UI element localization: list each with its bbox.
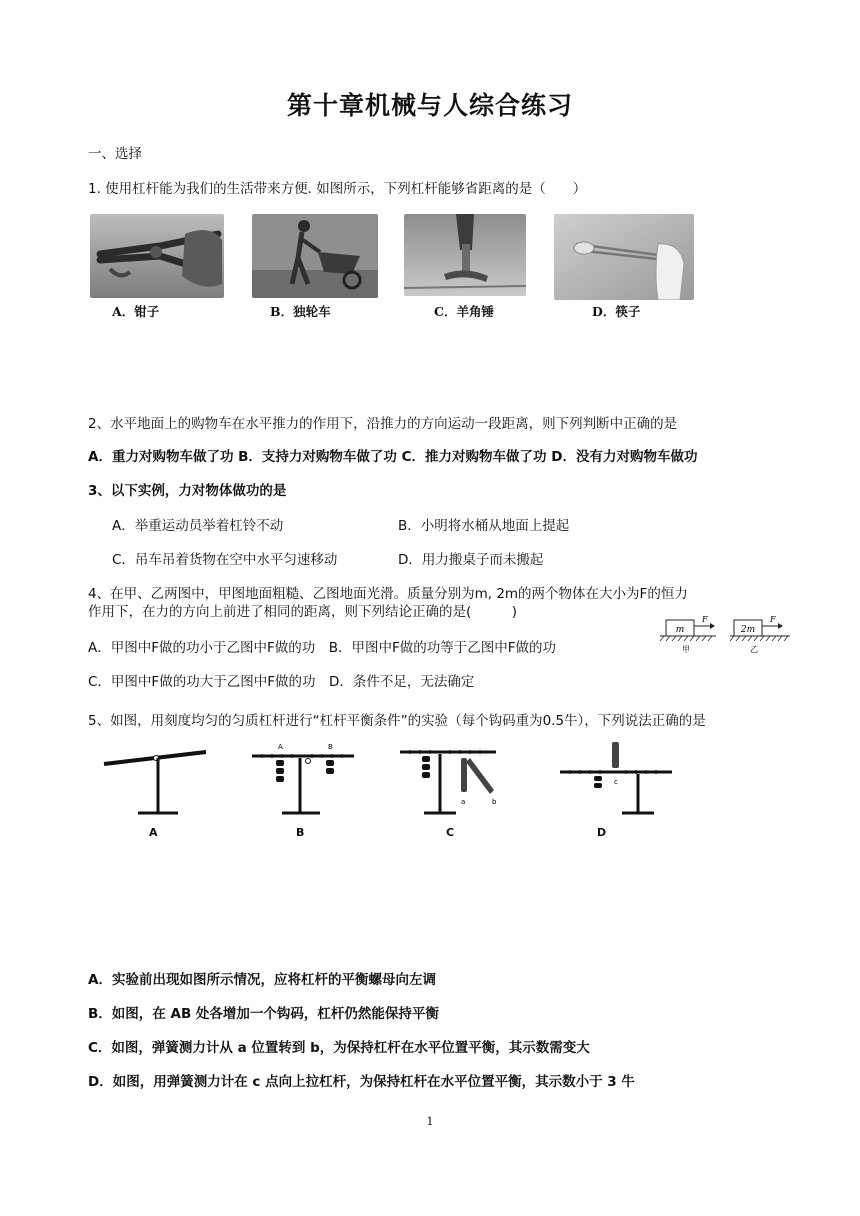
caption-wheelbarrow: B．独轮车 (270, 304, 331, 319)
question-5-text: 5、如图，用刻度均匀的匀质杠杆进行“杠杆平衡条件”的实验（每个钩码重为0.5牛），下列说法正确的是 (88, 713, 706, 729)
lever-label-a: A (149, 826, 158, 839)
question-3-option-c: C．吊车吊着货物在空中水平匀速移动 (112, 552, 338, 568)
caption-pliers: A．钳子 (112, 304, 160, 319)
label-yi: 乙 (750, 645, 758, 654)
point-label-d-c: c (614, 778, 618, 786)
lever-label-c: C (446, 826, 455, 839)
question-3-option-d: D．用力搬桌子而未搬起 (398, 552, 544, 568)
force-label-yi: F (770, 615, 776, 624)
question-3-option-b: B．小明将水桶从地面上提起 (398, 518, 570, 534)
point-label-c-a: a (461, 798, 466, 806)
question-2-options: A．重力对购物车做了功 B．支持力对购物车做了功 C．推力对购物车做了功 D．没有力对购物车做功 (88, 449, 698, 465)
block-m-label: m (675, 625, 685, 635)
point-label-a: A (278, 743, 283, 751)
lever-figure-c (398, 740, 508, 816)
wheelbarrow-photo (252, 214, 378, 298)
question-4-text-line2: 作用下，在力的方向上前进了相同的距离，则下列结论正确的是( ) (88, 604, 518, 620)
block-2m-label: 2m (740, 625, 756, 635)
question-4-options-ab: A．甲图中F做的功小于乙图中F做的功 B．甲图中F做的功等于乙图中F做的功 (88, 640, 557, 656)
lever-label-d: D (597, 826, 607, 839)
lever-figure-a (100, 740, 210, 816)
caption-chopsticks: D．筷子 (592, 304, 641, 319)
question-4-text-line1: 4、在甲、乙两图中，甲图地面粗糙、乙图地面光滑。质量分别为m, 2m的两个物体在大小为F的恒力 (88, 586, 688, 602)
question-5-option-a: A．实验前出现如图所示情况，应将杠杆的平衡螺母向左调 (88, 972, 436, 988)
point-label-b: B (328, 743, 333, 751)
question-1-text: 1. 使用杠杆能为我们的生活带来方便. 如图所示，下列杠杆能够省距离的是（ ） (88, 181, 587, 197)
page-number: 1 (426, 1115, 434, 1128)
question-3-option-a: A．举重运动员举着杠铃不动 (112, 518, 284, 534)
section-heading: 一、选择 (88, 146, 142, 162)
question-5-option-c: C．如图，弹簧测力计从 a 位置转到 b，为保持杠杆在水平位置平衡，其示数需变大 (88, 1040, 590, 1056)
question-2-text: 2、水平地面上的购物车在水平推力的作用下，沿推力的方向运动一段距离，则下列判断中正确的是 (88, 416, 678, 432)
lever-label-b: B (296, 826, 305, 839)
lever-figure-b (248, 740, 358, 816)
force-label-jia: F (702, 615, 708, 624)
claw-hammer-photo (404, 214, 526, 296)
block-force-diagram (658, 612, 792, 658)
caption-claw-hammer: C．羊角锤 (434, 304, 494, 319)
label-jia: 甲 (682, 645, 690, 654)
question-5-option-d: D．如图，用弹簧测力计在 c 点向上拉杠杆，为保持杠杆在水平位置平衡，其示数小于 3 牛 (88, 1074, 635, 1090)
question-3-text: 3、以下实例，力对物体做功的是 (88, 483, 287, 499)
point-label-c-b: b (492, 798, 497, 806)
page-title: 第十章机械与人综合练习 (286, 91, 573, 120)
chopsticks-photo (554, 214, 694, 300)
lever-figure-d (556, 740, 676, 816)
question-4-options-cd: C．甲图中F做的功大于乙图中F做的功 D．条件不足，无法确定 (88, 674, 475, 690)
pliers-photo (90, 214, 224, 298)
question-5-option-b: B．如图，在 AB 处各增加一个钩码，杠杆仍然能保持平衡 (88, 1006, 439, 1022)
